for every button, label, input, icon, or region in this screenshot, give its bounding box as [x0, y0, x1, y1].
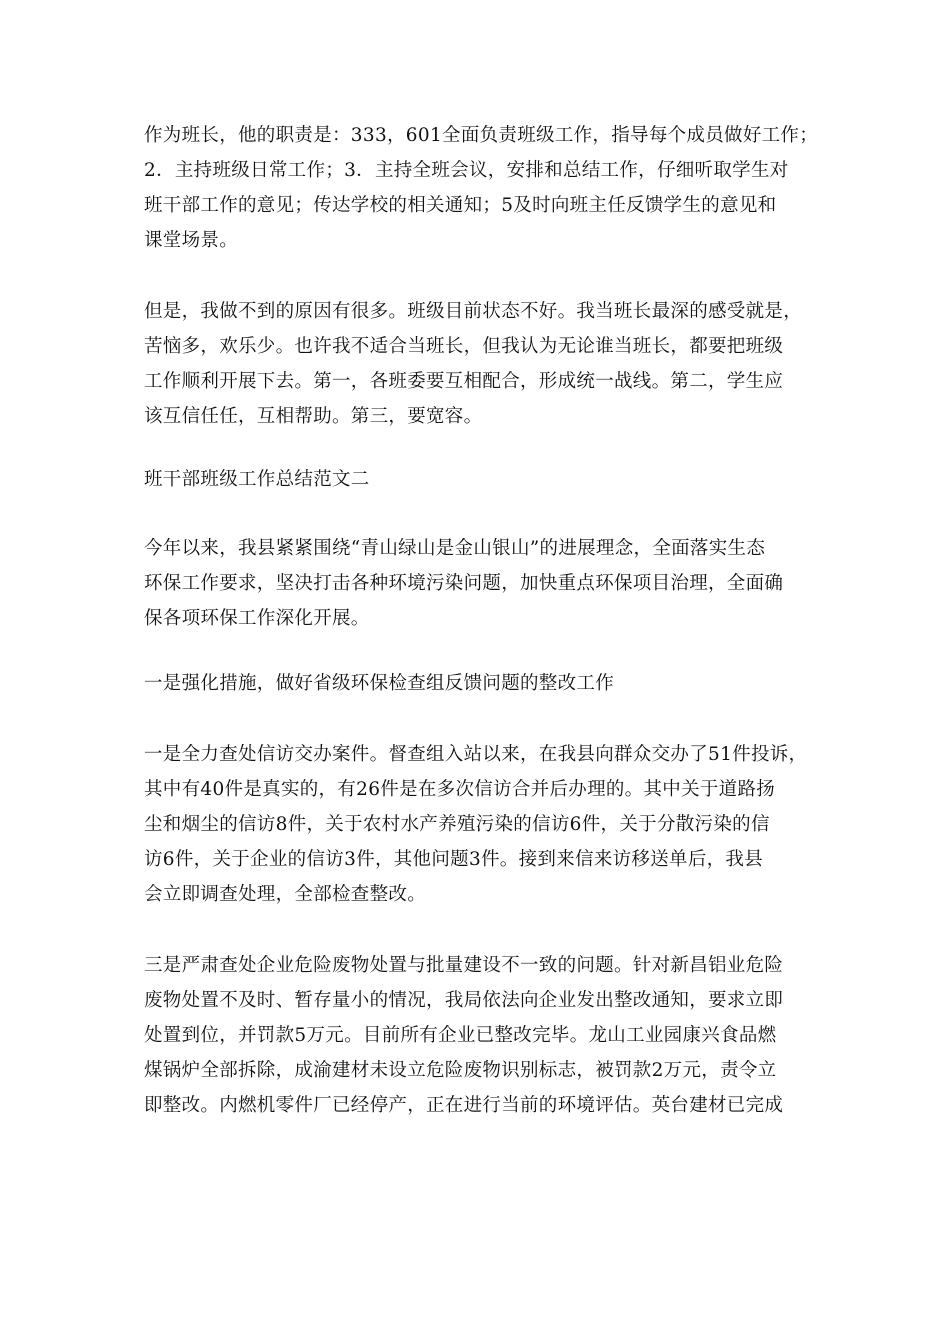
text-line: 处置到位，并罚款5万元。目前所有企业已整改完毕。龙山工业园康兴食品燃: [144, 1025, 777, 1046]
subheading-text: 一是强化措施，做好省级环保检查组反馈问题的整改工作: [144, 673, 615, 694]
paragraph-environmental-intro: [144, 531, 824, 636]
text-line: 该互信任任，互相帮助。第三，要宽容。: [144, 406, 483, 427]
text-line: 废物处置不及时、暂存量小的情况，我局依法向企业发出整改通知，要求立即: [144, 990, 784, 1011]
text-line: 班干部工作的意见；传达学校的相关通知；5及时向班主任反馈学生的意见和: [144, 195, 777, 216]
text-line: 尘和烟尘的信访8件，关于农村水产养殖污染的信访6件，关于分散污染的信: [144, 814, 770, 835]
paragraph-difficulties: [144, 294, 824, 434]
document-body: [144, 118, 824, 1159]
text-line: 今年以来，我县紧紧围绕“青山绿山是金山银山”的进展理念，全面落实生态: [144, 538, 766, 559]
text-line: 即整改。内燃机零件厂已经停产，正在进行当前的环境评估。英台建材已完成: [144, 1095, 784, 1116]
subheading-measures: [144, 666, 824, 701]
text-line: 但是，我做不到的原因有很多。班级目前状态不好。我当班长最深的感受就是，: [144, 301, 803, 322]
text-line: 访6件，关于企业的信访3件，其他问题3件。接到来信来访移送单后，我县: [144, 849, 764, 870]
paragraph-class-monitor-duties: [144, 118, 824, 258]
text-line: 环保工作要求，坚决打击各种环境污染问题，加快重点环保项目治理，全面确: [144, 573, 784, 594]
text-line: 作为班长，他的职责是：333，601全面负责班级工作，指导每个成员做好工作；: [144, 125, 819, 146]
text-line: 2．主持班级日常工作；3．主持全班会议，安排和总结工作，仔细听取学生对: [144, 160, 789, 181]
text-line: 三是严肃查处企业危险废物处置与批量建设不一致的问题。针对新昌铝业危险: [144, 955, 784, 976]
text-line: 煤锅炉全部拆除，成渝建材未设立危险废物识别标志，被罚款2万元，责令立: [144, 1060, 777, 1081]
heading-text: 班干部班级工作总结范文二: [144, 469, 370, 490]
text-line: 一是全力查处信访交办案件。督查组入站以来，在我县向群众交办了51件投诉，: [144, 744, 808, 765]
paragraph-petition-cases: [144, 737, 824, 912]
section-heading: [144, 462, 824, 497]
text-line: 工作顺利开展下去。第一，各班委要互相配合，形成统一战线。第二，学生应: [144, 371, 784, 392]
text-line: 苦恼多，欢乐少。也许我不适合当班长，但我认为无论谁当班长，都要把班级: [144, 336, 784, 357]
text-line: 会立即调查处理，全部检查整改。: [144, 884, 427, 905]
text-line: 课堂场景。: [144, 230, 239, 251]
paragraph-hazardous-waste: [144, 948, 824, 1123]
text-line: 其中有40件是真实的，有26件是在多次信访合并后办理的。其中关于道路扬: [144, 779, 776, 800]
text-line: 保各项环保工作深化开展。: [144, 608, 370, 629]
